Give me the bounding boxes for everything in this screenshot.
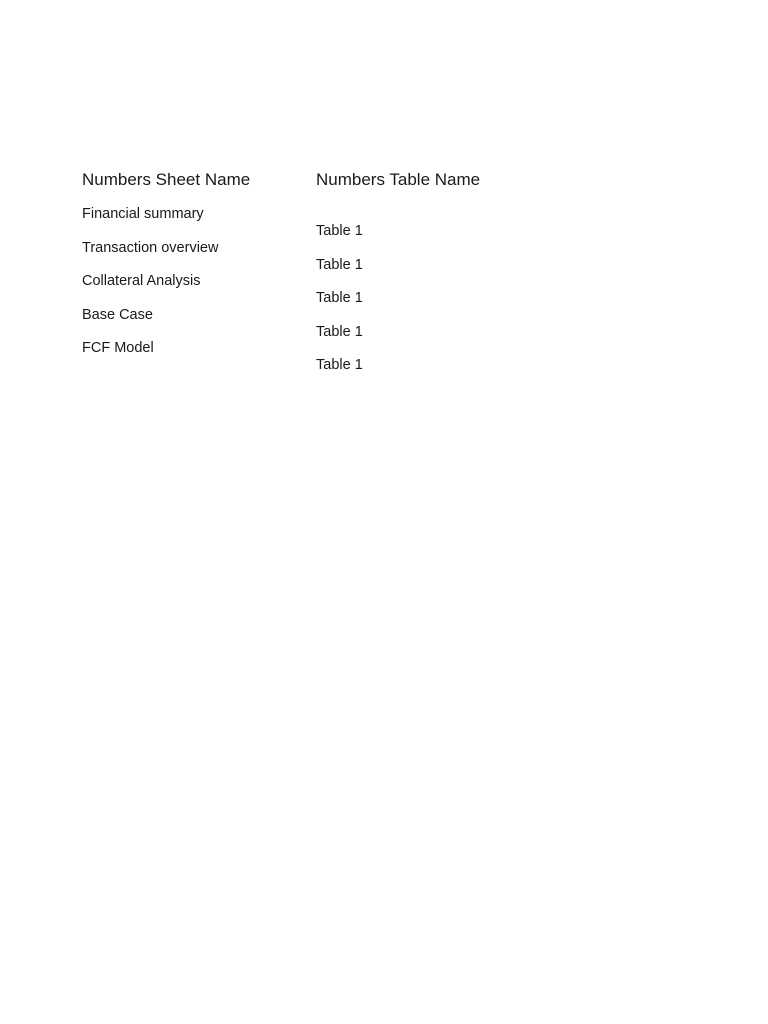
sheet-name-item: Financial summary	[82, 206, 204, 222]
table-name-item: Table 1	[316, 323, 363, 340]
table-name-item: Table 1	[316, 357, 363, 373]
sheet-name-item: FCF Model	[82, 340, 154, 356]
table-name-item: Table 1	[316, 223, 363, 239]
sheet-name-item: Collateral Analysis	[82, 273, 201, 289]
table-name-header: Numbers Table Name	[316, 170, 481, 189]
table-name-item: Table 1	[316, 290, 363, 306]
sheet-name-item: Transaction overview	[82, 239, 219, 256]
table-name-list	[316, 222, 536, 374]
sheet-name-item: Base Case	[82, 306, 153, 323]
sheet-name-header: Numbers Sheet Name	[82, 170, 251, 189]
table-name-column	[316, 169, 536, 390]
table-name-item: Table 1	[316, 256, 363, 273]
sheet-name-column	[82, 169, 302, 373]
sheet-name-list	[82, 205, 302, 357]
